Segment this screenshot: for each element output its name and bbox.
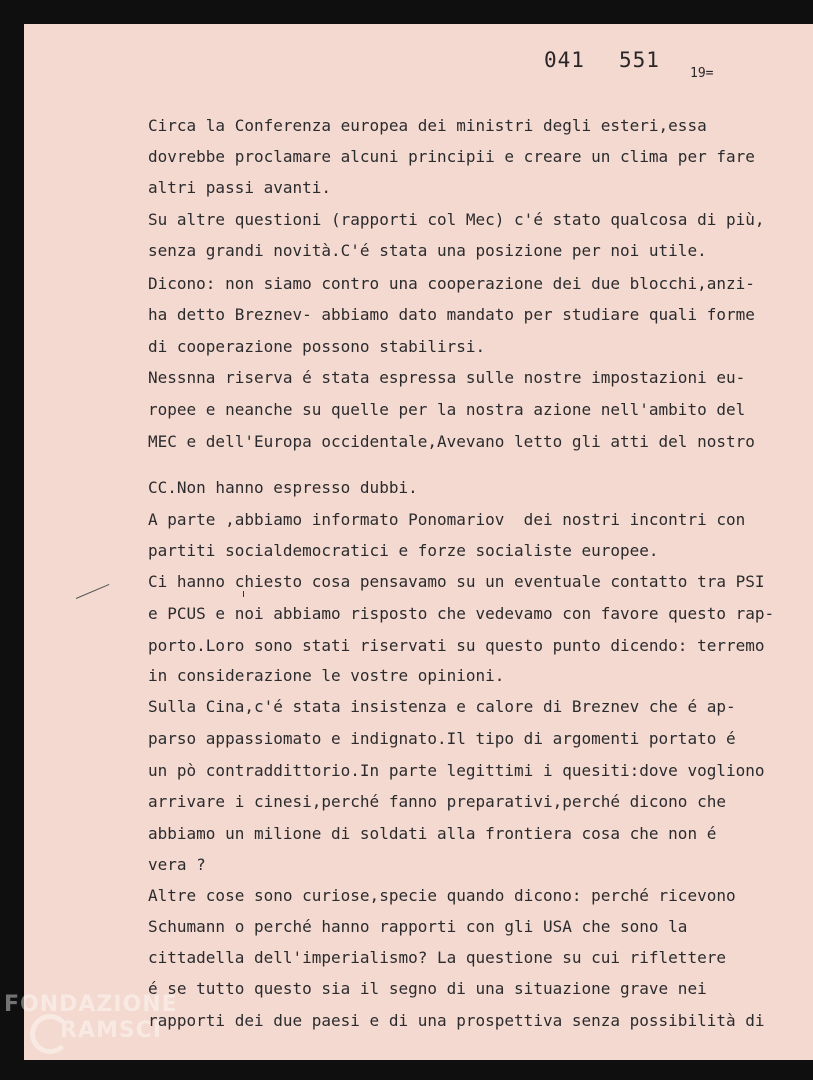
text-line: Ci hanno chiesto cosa pensavamo su un eventuale contatto tra PSI bbox=[148, 572, 765, 591]
text-line: Nessnna riserva é stata espressa sulle nostre impostazioni eu- bbox=[148, 368, 746, 387]
text-line: partiti socialdemocratici e forze socialiste europee. bbox=[148, 541, 659, 560]
pen-tick-mark bbox=[243, 591, 244, 597]
text-line: cittadella dell'imperialismo? La questione su cui riflettere bbox=[148, 948, 726, 967]
text-line: un pò contraddittorio.In parte legittimi i quesiti:dove vogliono bbox=[148, 761, 765, 780]
text-line: e PCUS e noi abbiamo risposto che vedevamo con favore questo rap- bbox=[148, 604, 775, 623]
text-line: MEC e dell'Europa occidentale,Avevano letto gli atti del nostro bbox=[148, 432, 755, 451]
archive-number-part: 041 bbox=[544, 48, 585, 72]
text-line: A parte ,abbiamo informato Ponomariov dei nostri incontri con bbox=[148, 510, 746, 529]
text-line: di cooperazione possono stabilirsi. bbox=[148, 337, 486, 356]
text-line: rapporti dei due paesi e di una prospettiva senza possibilità di bbox=[148, 1011, 765, 1030]
text-line: é se tutto questo sia il segno di una situazione grave nei bbox=[148, 979, 707, 998]
text-line: porto.Loro sono stati riservati su questo punto dicendo: terremo bbox=[148, 636, 765, 655]
text-line: vera ? bbox=[148, 855, 206, 874]
text-line: senza grandi novità.C'é stata una posizione per noi utile. bbox=[148, 241, 707, 260]
text-line: ropee e neanche su quelle per la nostra azione nell'ambito del bbox=[148, 400, 746, 419]
text-line: Su altre questioni (rapporti col Mec) c'é stato qualcosa di più, bbox=[148, 210, 765, 229]
fondazione-gramsci-watermark bbox=[4, 992, 204, 1072]
text-line: in considerazione le vostre opinioni. bbox=[148, 666, 505, 685]
text-line: abbiamo un milione di soldati alla frontiera cosa che non é bbox=[148, 824, 717, 843]
text-line: arrivare i cinesi,perché fanno preparativi,perché dicono che bbox=[148, 792, 726, 811]
watermark-text: FONDAZIONE bbox=[4, 992, 178, 1017]
text-line: Schumann o perché hanno rapporti con gli USA che sono la bbox=[148, 917, 688, 936]
text-line: Altre cose sono curiose,specie quando dicono: perché ricevono bbox=[148, 886, 736, 905]
text-line: Sulla Cina,c'é stata insistenza e calore di Breznev che é ap- bbox=[148, 697, 736, 716]
text-line: Circa la Conferenza europea dei ministri degli esteri,essa bbox=[148, 116, 707, 135]
text-line: parso appassiomato e indignato.Il tipo di argomenti portato é bbox=[148, 729, 736, 748]
page-mark: 19= bbox=[690, 66, 714, 81]
archive-number-part: 551 bbox=[618, 48, 660, 72]
text-line: dovrebbe proclamare alcuni principii e creare un clima per fare bbox=[148, 147, 755, 166]
text-line: Dicono: non siamo contro una cooperazione dei due blocchi,anzi- bbox=[148, 274, 755, 293]
text-line: CC.Non hanno espresso dubbi. bbox=[148, 478, 418, 497]
watermark-text: RAMSCI bbox=[60, 1018, 163, 1043]
text-line: ha detto Breznev- abbiamo dato mandato per studiare quali forme bbox=[148, 305, 755, 324]
text-line: altri passi avanti. bbox=[148, 178, 332, 197]
